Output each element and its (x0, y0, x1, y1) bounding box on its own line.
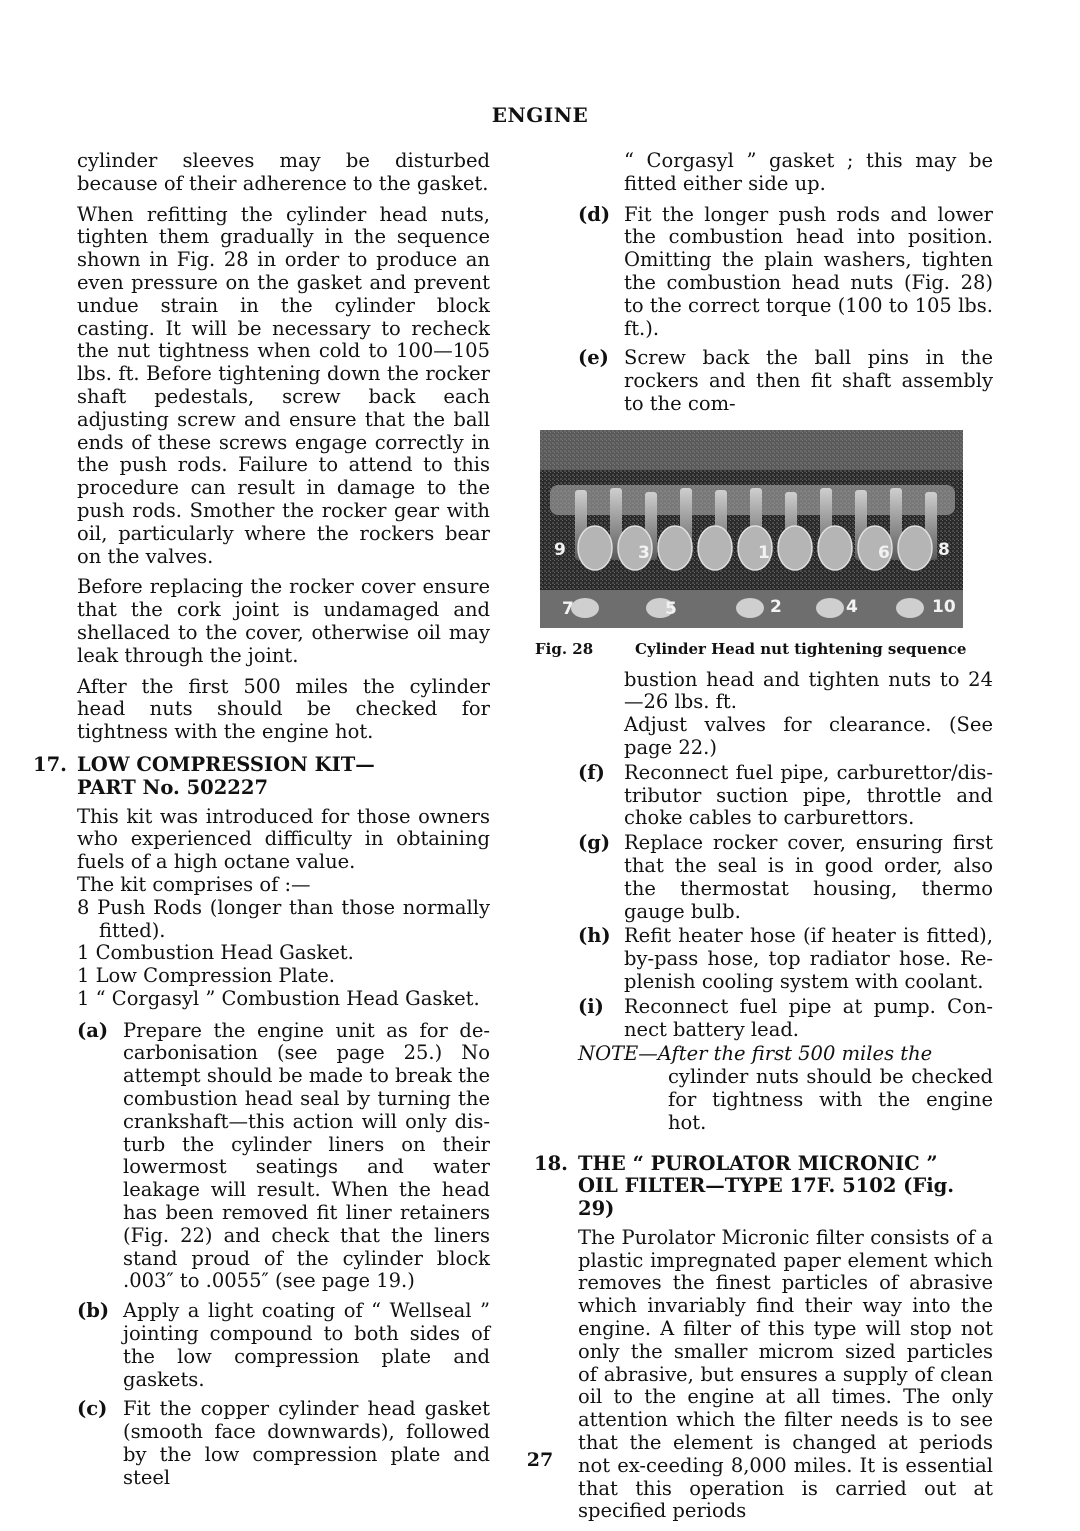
step-d (578, 204, 993, 341)
step-text: Fit the longer push rods and lower the combustion head into position. Omitting the plain washers, tighten the combustion head nuts (Fig. 28) to the correct torque (100 to 105 lbs. ft.). (624, 202, 993, 340)
step-text: Prepare the engine unit as for de-carbonisation (see page 25.) No attempt should be made to break the combustion head seal by turning the crankshaft—this action will only dis-turb the cylinder liners on their lowermost seatings and water leakage will result. When the head has been removed fit liner retainers (Fig. 22) and check that the liners stand proud of the cylinder block .003″ to .0055″ (see page 19.) (123, 1018, 490, 1293)
section-title: OIL FILTER—TYPE 17F. 5102 (Fig. 29) (578, 1174, 955, 1221)
nut-number-label: 8 (938, 539, 950, 560)
step-label: (b) (77, 1299, 110, 1323)
kit-item: 8 Push Rods (longer than those normally fitted). (77, 895, 490, 942)
section-title: THE “ PUROLATOR MICRONIC ” (578, 1151, 938, 1175)
step-text: Refit heater hose (if heater is fitted), by-pass hose, top radiator hose. Re-plenish cooling system with coolant. (624, 924, 993, 993)
paragraph: Before replacing the rocker cover ensure that the cork joint is undamaged and shellaced to the cover, otherwise oil may leak through the joint. (77, 575, 490, 667)
step-label: (a) (77, 1018, 109, 1042)
step-a (77, 1020, 490, 1294)
note-lead: NOTE—After the first 500 miles the (578, 1042, 933, 1066)
kit-item: 1 “ Corgasyl ” Combustion Head Gasket. (77, 986, 480, 1010)
step-text: Replace rocker cover, ensuring first that the seal is in good order, also the thermostat housing, thermo gauge bulb. (624, 831, 993, 923)
nut-number-label: 5 (665, 598, 677, 619)
section-number: 18. (534, 1151, 568, 1175)
figure-number: Fig. 28 (535, 639, 594, 658)
note (578, 1043, 993, 1134)
cylinder-head-photo (540, 430, 963, 628)
step-h (578, 925, 993, 993)
paragraph: The kit comprises of :— (77, 872, 311, 896)
step-b (77, 1300, 490, 1391)
step-f (578, 762, 993, 830)
kit-item: 1 Combustion Head Gasket. (77, 941, 354, 965)
step-label: (h) (578, 924, 611, 948)
section-title: PART No. 502227 (77, 775, 269, 799)
nut-number-label: 4 (846, 596, 858, 617)
step-label: (f) (578, 760, 605, 784)
page-title: ENGINE (491, 103, 589, 127)
page-number: 27 (526, 1449, 554, 1471)
paragraph: This kit was introduced for those owners who experienced difficulty in obtaining fuels of a high octane value. (77, 804, 490, 874)
step-text: Screw back the ball pins in the rockers and then fit shaft assembly to the com- (624, 346, 993, 415)
step-label: (g) (578, 831, 611, 855)
cylinder-head-illustration (540, 430, 963, 628)
step-c (77, 1398, 490, 1489)
nut-number-label: 3 (638, 542, 650, 563)
kit-item: 1 Low Compression Plate. (77, 964, 335, 988)
nut-number-label: 2 (770, 596, 782, 617)
paragraph: When refitting the cylinder head nuts, tighten them gradually in the sequence shown in Fig. 28 in order to produce an even pressure on the gasket and prevent undue strain in the cylinder block casting. It will be necessary to recheck the nut tightness when cold to 100—105 lbs. ft. Before tightening down the rocker shaft pedestals, screw back each adjusting screw and ensure that the ball ends of these screws engage correctly in the push rods. Failure to attend to this procedure can result in damage to the push rods. Smother the rocker gear with oil, particularly where the rockers bear on the valves. (77, 202, 490, 568)
step-label: (d) (578, 202, 611, 226)
step-e (578, 347, 993, 415)
nut-number-label: 7 (562, 598, 574, 619)
section-title: LOW COMPRESSION KIT— (77, 752, 375, 776)
step-text: Fit the copper cylinder head gasket (smooth face downwards), followed by the low compression plate and steel (123, 1397, 490, 1489)
step-label: (e) (578, 346, 609, 370)
step-label: (c) (77, 1397, 108, 1421)
step-label: (i) (578, 994, 604, 1018)
nut-number-label: 9 (554, 539, 566, 560)
section-number: 17. (33, 752, 67, 776)
section-18-heading (534, 1151, 993, 1221)
nut-number-label: 1 (758, 542, 770, 563)
paragraph: bustion head and tighten nuts to 24—26 lbs. ft. (624, 667, 993, 714)
step-text: Apply a light coating of “ Wellseal ” jointing compound to both sides of the low compression plate and gaskets. (123, 1299, 490, 1391)
step-text: Reconnect fuel pipe, carburettor/dis-tributor suction pipe, throttle and choke cables to carburettors. (624, 760, 993, 830)
paragraph: After the first 500 miles the cylinder head nuts should be checked for tightness with the engine hot. (77, 674, 490, 744)
nut-number-label: 6 (878, 542, 890, 563)
nut-number-label: 10 (932, 596, 956, 617)
step-i (578, 996, 993, 1042)
step-g (578, 832, 993, 923)
step-text: Reconnect fuel pipe at pump. Con-nect battery lead. (624, 994, 993, 1041)
paragraph: “ Corgasyl ” gasket ; this may be fitted either side up. (624, 149, 993, 195)
paragraph: Adjust valves for clearance. (See page 22.) (624, 713, 993, 759)
left-column (33, 149, 490, 1497)
note-text: cylinder nuts should be checked for tightness with the engine hot. (668, 1065, 993, 1134)
figure-caption-text: Cylinder Head nut tightening sequence (635, 639, 967, 658)
figure-caption (535, 638, 993, 661)
paragraph: cylinder sleeves may be disturbed because of their adherence to the gasket. (77, 149, 490, 195)
section-17-heading (33, 752, 490, 800)
paragraph: The Purolator Micronic filter consists of a plastic impregnated paper element which removes the finest particles of abrasive which invariably find their way into the engine. A filter of this type will stop not only the smaller microm sized particles of abrasive, but ensures a supply of clean oil to the engine at all times. The only attention which the filter needs is to see that the element is changed at periods not ex-ceeding 8,000 miles. It is essential that this operation is carried out at specified periods (578, 1225, 993, 1523)
